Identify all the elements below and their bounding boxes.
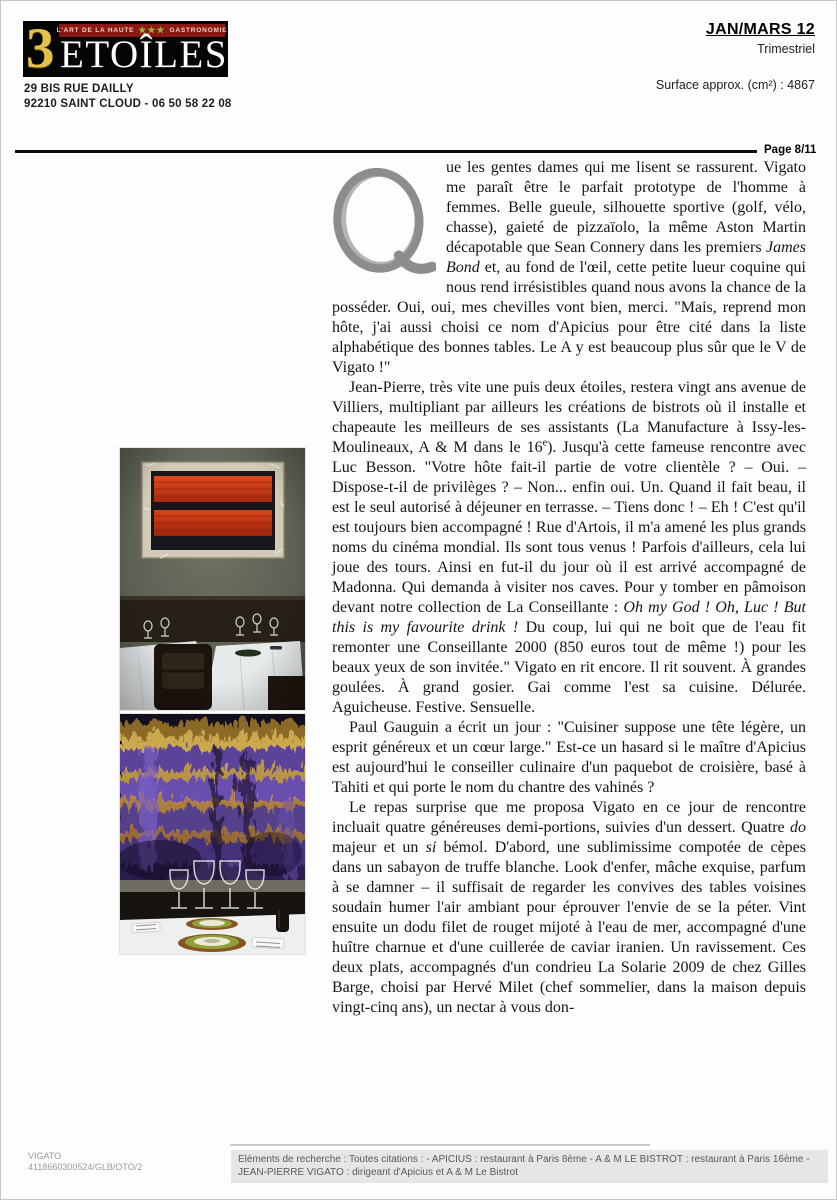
article-text-run: ue les gentes dames qui me lisent se rassurent. Vigato me paraît être le parfait prototype de l'homme à femmes. Belle gueule, silhouette sportive (golf, vélo, chasse), gaieté de pizzaïolo, la même Aston Martin décapotable que Sean Connery dans les premiers xyxy=(446,159,806,256)
article-text-run: Du coup, lui qui ne boit que de l'eau fit remonter une Conseillante 2000 (850 euros tout de même !) pour les beaux yeux de son invitée." Vigato en rit encore. Il rit souvent. À grandes goulées. À grand gosier. Gai comme l'est sa cuisine. Délurée. Aguicheuse. Festive. Sensuelle. xyxy=(332,619,807,716)
article-text-run: et, au fond de l'œil, cette petite lueur coquine qui nous rend irrésistibles quand nous avons la chance de la posséder. Oui, oui, mes chevilles vont bien, merci. "Mais, reprend mon hôte, j'ai aussi choisi ce nom d'Apicius pour être cité dans la liste alphabétique des bonnes tables. Le A y est beaucoup plus sûr que le V de Vigato !" xyxy=(332,259,806,376)
article-paragraph xyxy=(332,718,806,798)
article-text-run: bémol. D'abord, une sublimissime compotée de cèpes dans un sabayon de truffe blanche. Look d'enfer, mâche exquise, parfum à se damner – il suffisait de regarder les convives des tables voisines soudain humer l'air ambiant pour éprouver l'envie de se la péter. Vint ensuite un dodu filet de rouget mijoté à l'eau de mer, accompagné d'une huître charnue et d'une cuillerée de caviar iranien. Un ravissement. Ces deux plats, accompagnés d'un condrieu La Solarie 2009 de chez Gilles Barge, choisi par Hervé Milet (chef sommelier, dans la maison depuis vingt-cinq ans), un nectar à vous don- xyxy=(332,839,806,1016)
logo-digit-3: 3 xyxy=(26,17,55,80)
article-text-run: Oh my God ! Oh, Luc ! But this is my favourite drink ! xyxy=(332,599,806,636)
issue-frequency: Trimestriel xyxy=(757,42,815,56)
issue-date: JAN/MARS 12 xyxy=(705,21,815,38)
search-elements-box: Eléments de recherche : Toutes citations : - APICIUS : restaurant à Paris 8ème - A & M LE BISTROT : restaurant à Paris 16ème - JEAN-PIERRE VIGATO : dirigeant d'Apicius et A & M Le Bistrot xyxy=(231,1150,828,1183)
publisher-address xyxy=(24,82,232,112)
article-text-run: do xyxy=(790,819,806,836)
article-text-run: e xyxy=(542,437,548,449)
three-stars-icon: ★★★ xyxy=(138,25,166,35)
article-text-run: James Bond xyxy=(446,239,806,276)
article-text-run: majeur et un xyxy=(332,839,426,856)
table-painting-photo xyxy=(120,714,305,954)
horizontal-rule xyxy=(15,150,757,153)
article-text-run: si xyxy=(425,839,437,856)
surface-approx: Surface approx. (cm²) : 4867 xyxy=(655,78,815,92)
brush-q-icon xyxy=(332,162,436,286)
article-paragraphs xyxy=(332,158,806,1018)
logo-title: ETOÎLES xyxy=(60,33,228,76)
article-column xyxy=(332,158,806,1018)
drop-cap-q xyxy=(332,162,436,286)
address-line-2: 92210 SAINT CLOUD - 06 50 58 22 08 xyxy=(24,98,232,110)
logo-banner-left: L'ART DE LA HAUTE xyxy=(56,27,135,34)
restaurant-interior-photo xyxy=(120,448,305,710)
article-paragraph xyxy=(332,798,806,1018)
article-text-run: Le repas surprise que me proposa Vigato en ce jour de rencontre incluait quatre généreuses demi-portions, suivies d'un dessert. Quatre xyxy=(332,799,806,836)
clipping-reference xyxy=(28,1151,142,1173)
address-line-1: 29 BIS RUE DAILLY xyxy=(24,83,134,95)
article-text-run: Paul Gauguin a écrit un jour : "Cuisiner suppose une tête légère, un esprit généreux et un cœur large." Est-ce un hasard si le maître d'Apicius est aujourd'hui le conseiller culinaire d'un paquebot de croisière, basé à Tahiti et qui porte le nom du chantre des vahinés ? xyxy=(332,719,806,796)
reference-name: VIGATO xyxy=(28,1151,62,1161)
reference-code: 4118660300524/GLB/OTO/2 xyxy=(28,1162,143,1172)
article-paragraph xyxy=(332,378,806,718)
article-text-run: ). Jusqu'à cette fameuse rencontre avec Luc Besson. "Votre hôte fait-il partie de votre clientèle ? – Oui. – Dispose-t-il de privilèges ? – Non... enfin oui. Un. Quand il fait beau, il est le seul autorisé à déjeuner en terrasse. – Tiens donc ! – Eh ! C'est qu'il est toujours bien accompagné ! Rue d'Artois, il m'a amené les plus grands noms du cinéma mondial. Ils sont tous venus ! Parfois d'ailleurs, cela lui joue des tours. Ainsi en fut-il du jour où il est arrivé accompagné de Madonna. Qui demanda à visiter nos caves. Pour y tomber en pâmoison devant notre collection de La Conseillante : xyxy=(332,439,806,616)
restaurant-interior-illustration xyxy=(120,448,305,710)
scan-edge-line xyxy=(230,1144,650,1146)
abstract-painting-illustration xyxy=(120,714,305,954)
magazine-logo xyxy=(23,17,228,80)
article-text-run: Jean-Pierre, très vite une puis deux étoiles, restera vingt ans avenue de Villiers, multipliant par ailleurs les créations de bistrots où il installe et chapeaute les meilleurs de ses assistants (La Manufacture à Issy-les-Moulineaux, A & M dans le 16 xyxy=(332,379,806,456)
logo-banner-right: GASTRONOMIE xyxy=(169,27,228,34)
page-indicator: Page 8/11 xyxy=(764,144,817,156)
